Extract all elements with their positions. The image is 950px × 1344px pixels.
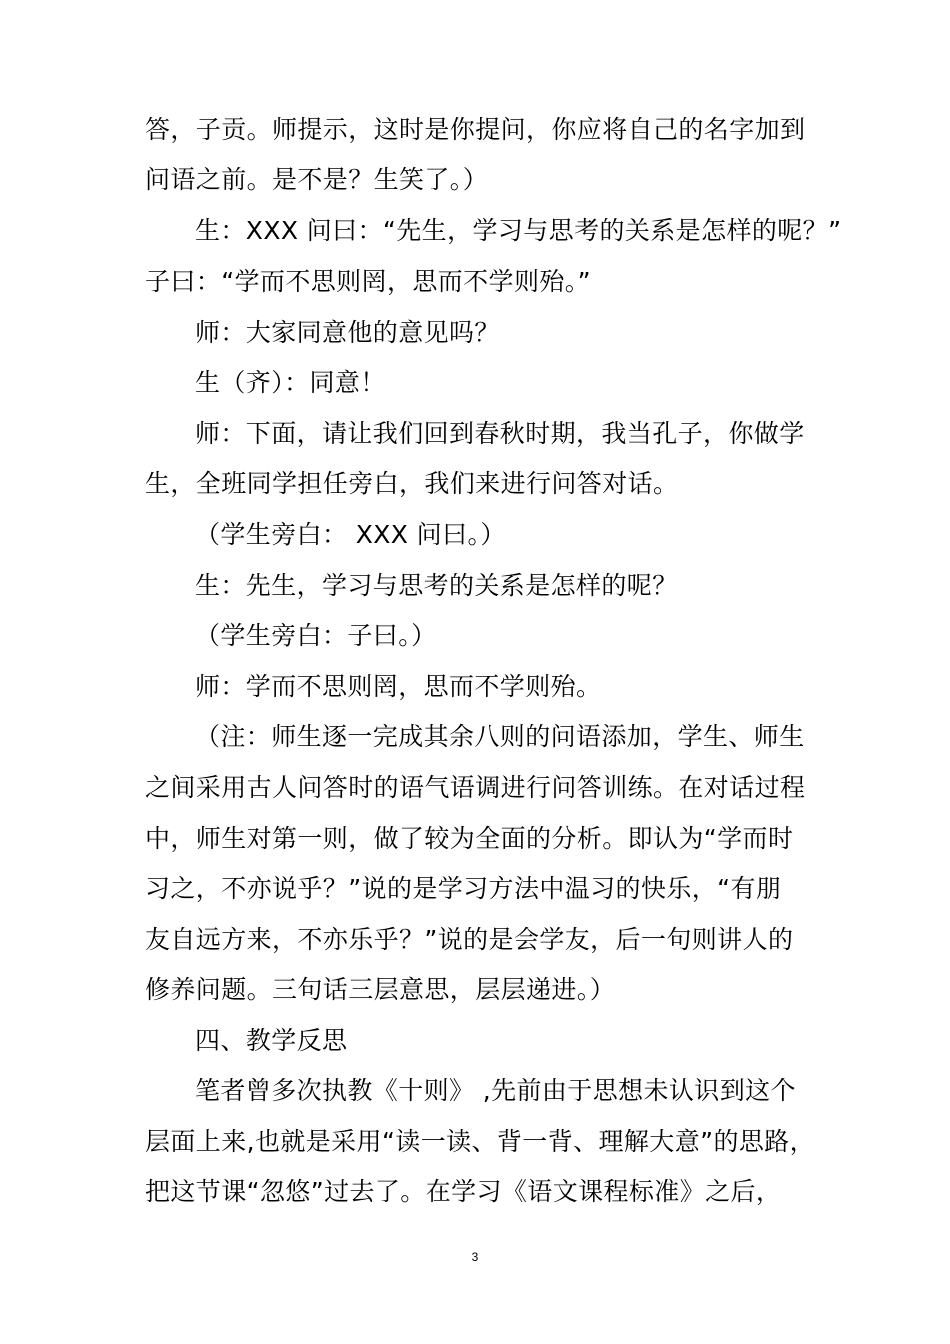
text-line: 问语之前。是不是？生笑了。）: [145, 165, 489, 194]
text-line: 师：学而不思则罔，思而不学则殆。: [195, 672, 602, 701]
text-line: 习之，不亦说乎？”说的是学习方法中温习的快乐，“有朋: [145, 874, 782, 903]
text-line: 生（齐）：同意！: [195, 368, 386, 397]
text-line: 师：下面，请让我们回到春秋时期，我当孔子，你做学: [195, 419, 805, 448]
text-line: 笔者曾多次执教《十则》 ,先前由于思想未认识到这个: [195, 1076, 796, 1105]
text-line: 友自远方来，不亦乐乎？”说的是会学友，后一句则讲人的: [145, 925, 794, 954]
section-heading: 四、教学反思: [195, 1026, 348, 1055]
text-line: 之间采用古人问答时的语气语调进行问答训练。在对话过程: [145, 773, 806, 802]
text-line: 层面上来,也就是采用“读一读、背一背、理解大意”的思路，: [145, 1127, 816, 1156]
text-line: 中，师生对第一则，做了较为全面的分析。即认为“学而时: [145, 824, 794, 853]
text-line: 答，子贡。师提示，这时是你提问，你应将自己的名字加到: [145, 115, 806, 144]
text-line: 师：大家同意他的意见吗？: [195, 318, 500, 347]
text-line: （注：师生逐一完成其余八则的问语添加，学生、师生: [195, 722, 805, 751]
text-line: 生，全班同学担任旁白，我们来进行问答对话。: [145, 469, 679, 498]
page-number: 3: [471, 1250, 479, 1264]
text-line: 子曰：“学而不思则罔，思而不学则殆。”: [145, 267, 592, 296]
text-line: 生：XXX 问曰：“先生，学习与思考的关系是怎样的呢？”: [195, 216, 842, 245]
text-line: （学生旁白：子曰。）: [195, 621, 437, 650]
text-line: （学生旁白： XXX 问曰。）: [195, 520, 506, 549]
text-line: 生：先生，学习与思考的关系是怎样的呢？: [195, 571, 678, 600]
text-line: 把这节课“忽悠”过去了。在学习《语文课程标准》之后，: [145, 1177, 782, 1206]
text-line: 修养问题。三句话三层意思，层层递进。）: [145, 975, 616, 1004]
